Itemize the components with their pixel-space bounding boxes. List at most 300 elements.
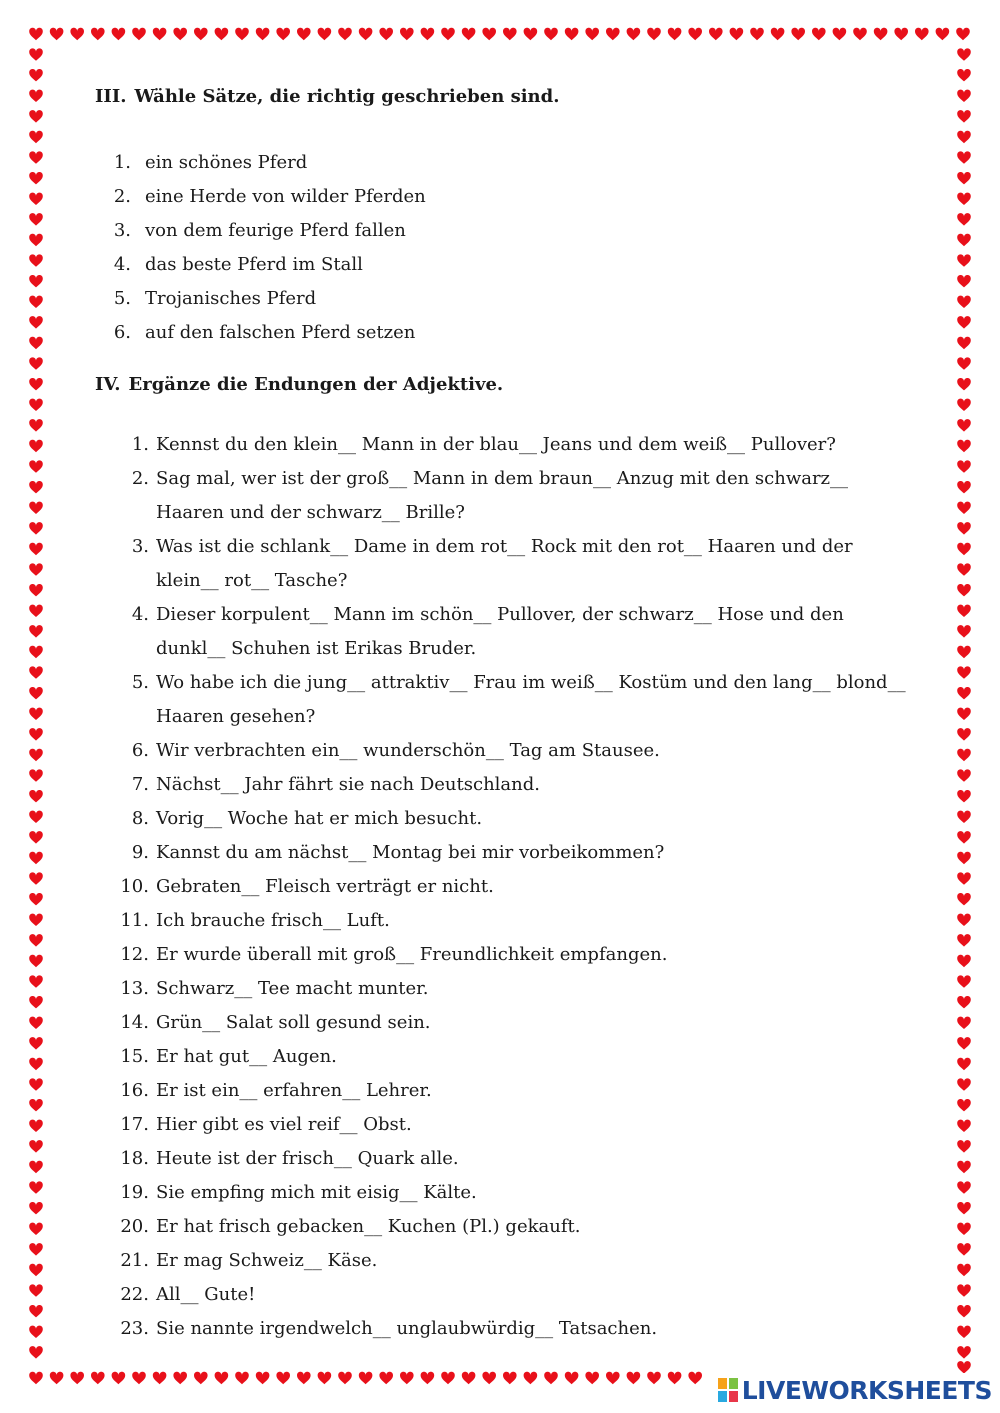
section-3-item xyxy=(95,146,925,180)
section-4-item-text: Sie nannte irgendwelch__ unglaubwürdig__ Tatsachen. xyxy=(156,1318,658,1339)
section-3 xyxy=(95,86,925,350)
heart-icon xyxy=(297,1372,311,1384)
heart-icon xyxy=(29,460,43,472)
heart-icon xyxy=(29,996,43,1008)
heart-icon xyxy=(957,419,971,431)
heart-icon xyxy=(29,193,43,205)
heart-icon xyxy=(29,1181,43,1193)
heart-icon xyxy=(957,440,971,452)
heart-icon xyxy=(29,254,43,266)
heart-icon xyxy=(112,1372,126,1384)
heart-icon xyxy=(957,646,971,658)
heart-icon xyxy=(957,172,971,184)
heart-icon xyxy=(853,28,867,40)
heart-icon xyxy=(379,28,393,40)
heart-icon xyxy=(91,1372,105,1384)
heart-icon xyxy=(957,996,971,1008)
heart-icon xyxy=(50,1372,64,1384)
section-3-item xyxy=(95,214,925,248)
heart-icon xyxy=(565,28,579,40)
heart-icon xyxy=(29,440,43,452)
heart-icon xyxy=(688,1372,702,1384)
heart-icon xyxy=(421,28,435,40)
section-4-item xyxy=(95,1210,915,1244)
section-3-item-text: Trojanisches Pferd xyxy=(145,288,317,309)
heart-icon xyxy=(29,543,43,555)
section-4-item-number: 13. xyxy=(120,978,149,999)
heart-icon xyxy=(957,893,971,905)
heart-icon xyxy=(957,852,971,864)
section-4-item xyxy=(95,428,915,462)
section-4-item-text: Vorig__ Woche hat er mich besucht. xyxy=(156,808,483,829)
section-3-item-text: ein schönes Pferd xyxy=(145,152,308,173)
heart-icon xyxy=(29,316,43,328)
heart-icon xyxy=(524,28,538,40)
heart-icon xyxy=(482,1372,496,1384)
heart-icon xyxy=(29,852,43,864)
section-3-item-number: 1. xyxy=(113,152,131,173)
heart-icon xyxy=(957,934,971,946)
heart-icon xyxy=(29,1140,43,1152)
section-4-item-number: 20. xyxy=(120,1216,149,1237)
heart-icon xyxy=(957,1161,971,1173)
section-4 xyxy=(95,374,915,1346)
section-3-heading: Wähle Sätze, die richtig geschrieben sind. xyxy=(134,86,560,107)
heart-icon xyxy=(29,151,43,163)
section-4-title xyxy=(95,374,915,396)
heart-icon xyxy=(29,1305,43,1317)
heart-icon xyxy=(29,1202,43,1214)
heart-icon xyxy=(503,1372,517,1384)
heart-icon xyxy=(957,275,971,287)
section-4-item xyxy=(95,904,915,938)
section-4-item-text: Was ist die schlank__ Dame in dem rot__ Rock mit den rot__ Haaren und der klein__ rot__ Tasche? xyxy=(156,536,853,591)
heart-icon xyxy=(29,687,43,699)
section-4-item-text: Heute ist der frisch__ Quark alle. xyxy=(156,1148,459,1169)
heart-icon xyxy=(91,28,105,40)
section-4-item-number: 10. xyxy=(120,876,149,897)
section-3-item xyxy=(95,316,925,350)
section-4-item-number: 1. xyxy=(131,434,149,455)
heart-icon xyxy=(29,90,43,102)
heart-icon xyxy=(957,481,971,493)
heart-icon xyxy=(957,1284,971,1296)
heart-icon xyxy=(957,357,971,369)
section-4-item-number: 19. xyxy=(120,1182,149,1203)
heart-icon xyxy=(668,1372,682,1384)
heart-icon xyxy=(957,110,971,122)
heart-icon xyxy=(957,1223,971,1235)
heart-icon xyxy=(29,337,43,349)
heart-icon xyxy=(647,1372,661,1384)
heart-icon xyxy=(29,1243,43,1255)
heart-icon xyxy=(29,646,43,658)
heart-icon xyxy=(276,28,290,40)
heart-icon xyxy=(544,28,558,40)
heart-icon xyxy=(29,357,43,369)
heart-icon xyxy=(957,708,971,720)
heart-icon xyxy=(957,790,971,802)
heart-icon xyxy=(29,1099,43,1111)
heart-icon xyxy=(29,481,43,493)
heart-icon xyxy=(256,28,270,40)
section-4-item xyxy=(95,1108,915,1142)
heart-icon xyxy=(29,975,43,987)
heart-icon xyxy=(524,1372,538,1384)
section-4-item-text: Hier gibt es viel reif__ Obst. xyxy=(156,1114,412,1135)
section-3-item-text: von dem feurige Pferd fallen xyxy=(145,220,406,241)
section-3-item-number: 5. xyxy=(113,288,131,309)
heart-icon xyxy=(544,1372,558,1384)
heart-icon xyxy=(709,28,723,40)
heart-icon xyxy=(29,955,43,967)
heart-icon xyxy=(29,275,43,287)
heart-icon xyxy=(215,28,229,40)
heart-icon xyxy=(29,1284,43,1296)
heart-icon xyxy=(29,1372,43,1384)
heart-icon xyxy=(957,1264,971,1276)
heart-icon xyxy=(379,1372,393,1384)
section-4-item-text: Sie empfing mich mit eisig__ Kälte. xyxy=(156,1182,477,1203)
heart-icon xyxy=(688,28,702,40)
heart-icon xyxy=(153,28,167,40)
section-4-item xyxy=(95,768,915,802)
section-3-item-number: 4. xyxy=(113,254,131,275)
heart-icon xyxy=(936,28,950,40)
section-4-item-number: 5. xyxy=(131,672,149,693)
heart-icon xyxy=(957,316,971,328)
heart-icon xyxy=(318,28,332,40)
heart-icon xyxy=(318,1372,332,1384)
heart-icon xyxy=(29,914,43,926)
section-4-item xyxy=(95,1040,915,1074)
heart-icon xyxy=(812,28,826,40)
heart-icon xyxy=(29,728,43,740)
heart-icon xyxy=(29,1120,43,1132)
heart-icon xyxy=(29,605,43,617)
heart-icon xyxy=(29,708,43,720)
heart-icon xyxy=(29,110,43,122)
heart-icon xyxy=(957,1326,971,1338)
section-4-item-text: Schwarz__ Tee macht munter. xyxy=(156,978,429,999)
heart-icon xyxy=(29,934,43,946)
section-4-item-text: Kannst du am nächst__ Montag bei mir vorbeikommen? xyxy=(156,842,665,863)
heart-icon xyxy=(957,687,971,699)
heart-icon xyxy=(29,69,43,81)
section-4-item-number: 15. xyxy=(120,1046,149,1067)
heart-icon xyxy=(957,728,971,740)
section-4-item-number: 16. xyxy=(120,1080,149,1101)
heart-icon xyxy=(957,831,971,843)
section-4-heading: Ergänze die Endungen der Adjektive. xyxy=(128,374,504,395)
section-4-item xyxy=(95,1244,915,1278)
live-badge-icon xyxy=(717,1377,739,1403)
section-4-item-text: Wo habe ich die jung__ attraktiv__ Frau im weiß__ Kostüm und den lang__ blond__ Haaren gesehen? xyxy=(156,672,906,727)
heart-icon xyxy=(29,790,43,802)
heart-icon xyxy=(957,69,971,81)
heart-icon xyxy=(957,625,971,637)
heart-icon xyxy=(957,378,971,390)
section-4-item xyxy=(95,462,915,530)
heart-icon xyxy=(957,296,971,308)
section-4-item-number: 17. xyxy=(120,1114,149,1135)
section-4-item-number: 6. xyxy=(131,740,149,761)
heart-icon xyxy=(957,914,971,926)
heart-icon xyxy=(215,1372,229,1384)
heart-icon xyxy=(29,893,43,905)
section-4-item xyxy=(95,836,915,870)
heart-icon xyxy=(400,1372,414,1384)
heart-icon xyxy=(29,28,43,40)
section-4-item xyxy=(95,598,915,666)
section-4-item xyxy=(95,802,915,836)
heart-icon xyxy=(29,1161,43,1173)
heart-icon xyxy=(421,1372,435,1384)
heart-icon xyxy=(771,28,785,40)
worksheet-content xyxy=(95,86,925,1339)
heart-icon xyxy=(894,28,908,40)
section-4-item-text: Gebraten__ Fleisch verträgt er nicht. xyxy=(156,876,494,897)
heart-icon xyxy=(29,502,43,514)
heart-icon xyxy=(29,378,43,390)
heart-icon xyxy=(173,1372,187,1384)
heart-icon xyxy=(29,1346,43,1358)
heart-icon xyxy=(462,1372,476,1384)
heart-icon xyxy=(957,1140,971,1152)
section-3-item-text: das beste Pferd im Stall xyxy=(145,254,363,275)
heart-icon xyxy=(29,1326,43,1338)
heart-icon xyxy=(957,749,971,761)
heart-icon xyxy=(153,1372,167,1384)
heart-icon xyxy=(29,296,43,308)
heart-icon xyxy=(29,399,43,411)
section-3-number: III. xyxy=(95,86,127,107)
section-3-item xyxy=(95,248,925,282)
heart-icon xyxy=(957,605,971,617)
heart-icon xyxy=(957,1058,971,1070)
section-4-item xyxy=(95,1142,915,1176)
section-4-item xyxy=(95,530,915,598)
heart-icon xyxy=(957,975,971,987)
heart-icon xyxy=(957,90,971,102)
heart-icon xyxy=(565,1372,579,1384)
heart-icon xyxy=(503,28,517,40)
heart-icon xyxy=(957,48,971,60)
heart-icon xyxy=(29,811,43,823)
section-4-item xyxy=(95,734,915,768)
section-4-item-text: Er hat gut__ Augen. xyxy=(156,1046,337,1067)
section-4-item-number: 3. xyxy=(131,536,149,557)
heart-icon xyxy=(957,1305,971,1317)
heart-icon xyxy=(957,1202,971,1214)
heart-icon xyxy=(29,1058,43,1070)
heart-icon xyxy=(957,1099,971,1111)
heart-icon xyxy=(29,131,43,143)
heart-icon xyxy=(482,28,496,40)
section-4-item-text: Dieser korpulent__ Mann im schön__ Pullover, der schwarz__ Hose und den dunkl__ Schuhen ist Erikas Bruder. xyxy=(156,604,844,659)
heart-icon xyxy=(29,419,43,431)
heart-icon xyxy=(194,28,208,40)
heart-icon xyxy=(29,831,43,843)
heart-icon xyxy=(956,28,970,40)
section-4-item xyxy=(95,938,915,972)
section-4-item-text: Er hat frisch gebacken__ Kuchen (Pl.) gekauft. xyxy=(156,1216,581,1237)
heart-icon xyxy=(915,28,929,40)
section-4-item-text: All__ Gute! xyxy=(156,1284,256,1305)
section-4-item-number: 7. xyxy=(131,774,149,795)
heart-icon xyxy=(874,28,888,40)
heart-icon xyxy=(750,28,764,40)
heart-icon xyxy=(606,28,620,40)
section-4-item-text: Nächst__ Jahr fährt sie nach Deutschland. xyxy=(156,774,540,795)
section-4-item xyxy=(95,1278,915,1312)
heart-icon xyxy=(957,193,971,205)
heart-icon xyxy=(29,1223,43,1235)
section-4-item-number: 14. xyxy=(120,1012,149,1033)
section-3-item xyxy=(95,282,925,316)
heart-icon xyxy=(957,811,971,823)
heart-icon xyxy=(29,666,43,678)
heart-icon xyxy=(462,28,476,40)
heart-icon xyxy=(70,1372,84,1384)
heart-icon xyxy=(606,1372,620,1384)
heart-icon xyxy=(957,872,971,884)
heart-icon xyxy=(957,1346,971,1358)
heart-icon xyxy=(791,28,805,40)
section-4-item xyxy=(95,666,915,734)
section-4-item-text: Grün__ Salat soll gesund sein. xyxy=(156,1012,431,1033)
heart-icon xyxy=(585,28,599,40)
heart-icon xyxy=(957,234,971,246)
heart-icon xyxy=(29,1264,43,1276)
heart-icon xyxy=(29,584,43,596)
heart-icon xyxy=(235,1372,249,1384)
heart-icon xyxy=(29,48,43,60)
liveworksheets-logo[interactable] xyxy=(713,1373,992,1407)
heart-icon xyxy=(441,1372,455,1384)
heart-icon xyxy=(957,584,971,596)
heart-icon xyxy=(112,28,126,40)
brand-name: LIVEWORKSHEETS xyxy=(741,1375,992,1405)
section-4-number: IV. xyxy=(95,374,121,395)
section-4-item-number: 23. xyxy=(120,1318,149,1339)
heart-icon xyxy=(276,1372,290,1384)
section-4-item xyxy=(95,1006,915,1040)
heart-icon xyxy=(627,1372,641,1384)
heart-icon xyxy=(29,749,43,761)
heart-icon xyxy=(132,28,146,40)
heart-icon xyxy=(957,1037,971,1049)
heart-icon xyxy=(957,543,971,555)
heart-icon xyxy=(833,28,847,40)
heart-icon xyxy=(338,1372,352,1384)
heart-icon xyxy=(957,1243,971,1255)
heart-icon xyxy=(957,1120,971,1132)
heart-icon xyxy=(441,28,455,40)
section-3-list xyxy=(95,146,925,350)
heart-icon xyxy=(957,131,971,143)
heart-icon xyxy=(359,1372,373,1384)
heart-icon xyxy=(647,28,661,40)
heart-icon xyxy=(627,28,641,40)
section-3-item-text: eine Herde von wilder Pferden xyxy=(145,186,426,207)
section-3-item-number: 3. xyxy=(113,220,131,241)
section-4-item-number: 2. xyxy=(131,468,149,489)
heart-icon xyxy=(338,28,352,40)
section-4-item xyxy=(95,870,915,904)
section-4-item xyxy=(95,1312,915,1346)
section-3-title xyxy=(95,86,925,108)
section-4-item-number: 4. xyxy=(131,604,149,625)
section-4-list xyxy=(95,428,915,1346)
heart-icon xyxy=(29,1017,43,1029)
heart-icon xyxy=(29,1037,43,1049)
heart-icon xyxy=(29,625,43,637)
heart-icon xyxy=(29,563,43,575)
heart-icon xyxy=(29,213,43,225)
heart-icon xyxy=(235,28,249,40)
section-4-item-text: Er wurde überall mit groß__ Freundlichkeit empfangen. xyxy=(156,944,668,965)
heart-icon xyxy=(957,1017,971,1029)
heart-icon xyxy=(256,1372,270,1384)
heart-icon xyxy=(957,563,971,575)
section-4-item xyxy=(95,972,915,1006)
heart-icon xyxy=(70,28,84,40)
heart-icon xyxy=(957,1078,971,1090)
heart-icon xyxy=(957,769,971,781)
heart-icon xyxy=(957,666,971,678)
heart-icon xyxy=(957,254,971,266)
section-4-item-text: Sag mal, wer ist der groß__ Mann in dem braun__ Anzug mit den schwarz__ Haaren und der schwarz__ Brille? xyxy=(156,468,849,523)
heart-icon xyxy=(668,28,682,40)
heart-icon xyxy=(957,1361,971,1373)
section-4-item-text: Er mag Schweiz__ Käse. xyxy=(156,1250,378,1271)
heart-icon xyxy=(585,1372,599,1384)
heart-icon xyxy=(957,337,971,349)
heart-icon xyxy=(29,1078,43,1090)
section-4-item-text: Wir verbrachten ein__ wunderschön__ Tag am Stausee. xyxy=(156,740,660,761)
section-3-item-number: 6. xyxy=(113,322,131,343)
heart-icon xyxy=(29,172,43,184)
section-4-item-number: 21. xyxy=(120,1250,149,1271)
heart-icon xyxy=(29,234,43,246)
heart-icon xyxy=(957,502,971,514)
heart-icon xyxy=(730,28,744,40)
heart-icon xyxy=(297,28,311,40)
section-3-item xyxy=(95,180,925,214)
heart-icon xyxy=(957,399,971,411)
heart-icon xyxy=(957,460,971,472)
section-4-item-text: Kennst du den klein__ Mann in der blau__ Jeans und dem weiß__ Pullover? xyxy=(156,434,836,455)
section-4-item-number: 18. xyxy=(120,1148,149,1169)
heart-icon xyxy=(957,213,971,225)
heart-icon xyxy=(194,1372,208,1384)
heart-icon xyxy=(400,28,414,40)
section-4-item-number: 9. xyxy=(131,842,149,863)
section-4-item-number: 12. xyxy=(120,944,149,965)
section-3-item-text: auf den falschen Pferd setzen xyxy=(145,322,416,343)
heart-icon xyxy=(957,151,971,163)
section-4-item-text: Ich brauche frisch__ Luft. xyxy=(156,910,390,931)
heart-icon xyxy=(29,522,43,534)
heart-icon xyxy=(359,28,373,40)
heart-icon xyxy=(957,955,971,967)
heart-icon xyxy=(173,28,187,40)
heart-icon xyxy=(957,1181,971,1193)
section-4-item-number: 11. xyxy=(120,910,149,931)
section-4-item-text: Er ist ein__ erfahren__ Lehrer. xyxy=(156,1080,432,1101)
heart-icon xyxy=(50,28,64,40)
